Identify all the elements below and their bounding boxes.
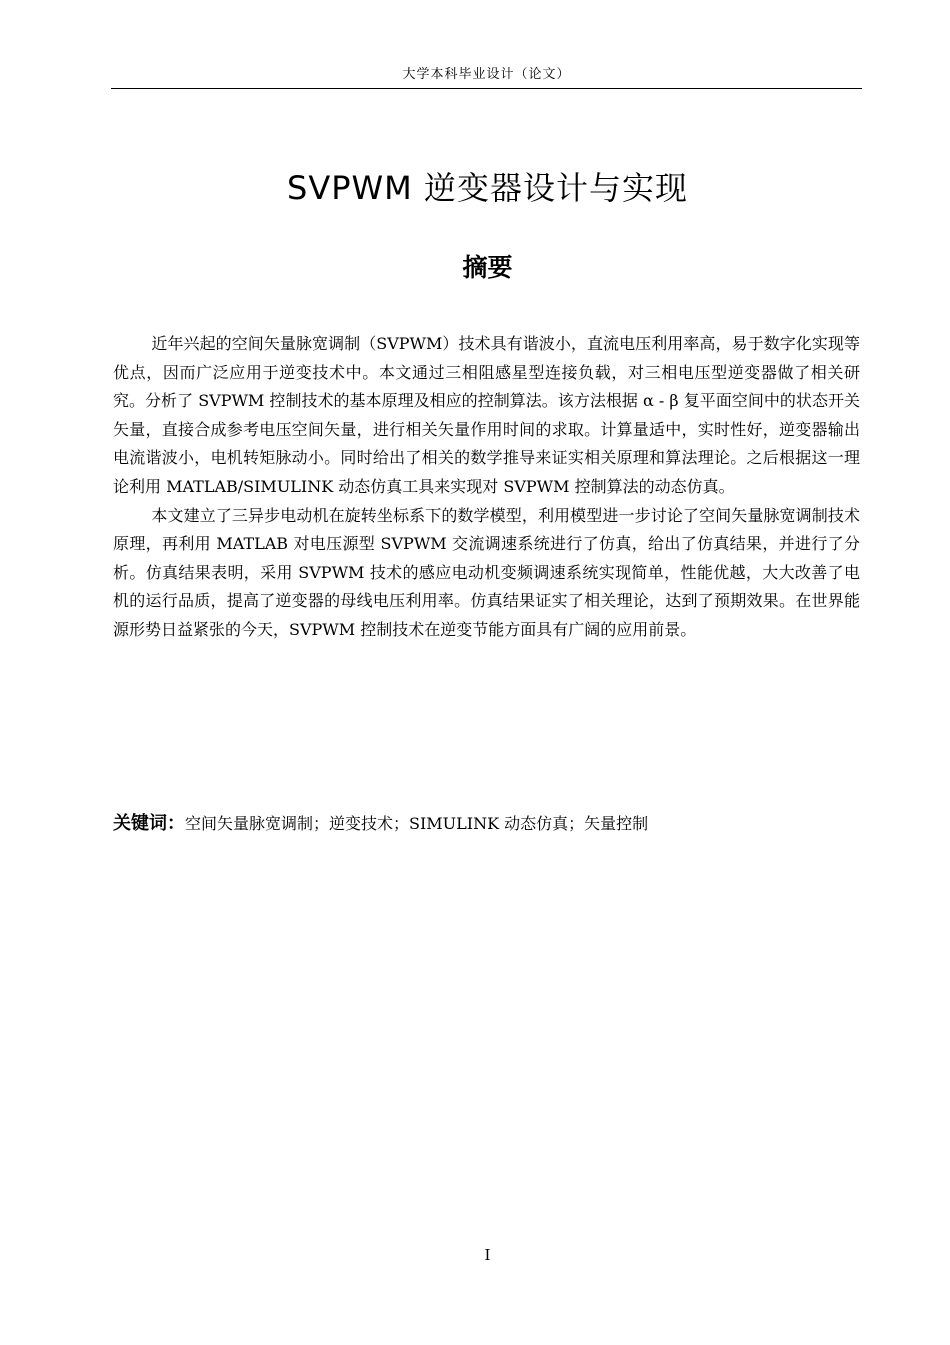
keywords-text: 空间矢量脉宽调制；逆变技术；SIMULINK 动态仿真；矢量控制 <box>185 814 649 833</box>
page-number: I <box>484 1246 491 1264</box>
keywords-line <box>113 810 860 838</box>
document-title: SVPWM 逆变器设计与实现 <box>287 169 688 207</box>
abstract-paragraph-1: 近年兴起的空间矢量脉宽调制（SVPWM）技术具有谐波小，直流电压利用率高，易于数字化实现等优点，因而广泛应用于逆变技术中。本文通过三相阻感星型连接负载，对三相电压型逆变器做了相关研究。分析了 SVPWM 控制技术的基本原理及相应的控制算法。该方法根据 α - β 复平面空间中的状态开关矢量，直接合成参考电压空间矢量，进行相关矢量作用时间的求取。计算量适中，实时性好，逆变器输出电流谐波小，电机转矩脉动小。同时给出了相关的数学推导来证实相关原理和算法理论。之后根据这一理论利用 MATLAB/SIMULINK 动态仿真工具来实现对 SVPWM 控制算法的动态仿真。 <box>113 334 860 496</box>
abstract-body <box>113 330 860 645</box>
keywords-label: 关键词： <box>113 813 185 834</box>
abstract-paragraph-2: 本文建立了三异步电动机在旋转坐标系下的数学模型，利用模型进一步讨论了空间矢量脉宽调制技术原理，再利用 MATLAB 对电压源型 SVPWM 交流调速系统进行了仿真，给出了仿真结果，并进行了分析。仿真结果表明，采用 SVPWM 技术的感应电动机变频调速系统实现简单，性能优越，大大改善了电机的运行品质，提高了逆变器的母线电压利用率。仿真结果证实了相关理论，达到了预期效果。在世界能源形势日益紧张的今天，SVPWM 控制技术在逆变节能方面具有广阔的应用前景。 <box>113 505 860 639</box>
running-header-text: 大学本科毕业设计（论文） <box>402 67 571 82</box>
abstract-heading: 摘要 <box>462 253 513 282</box>
running-header <box>111 64 862 89</box>
